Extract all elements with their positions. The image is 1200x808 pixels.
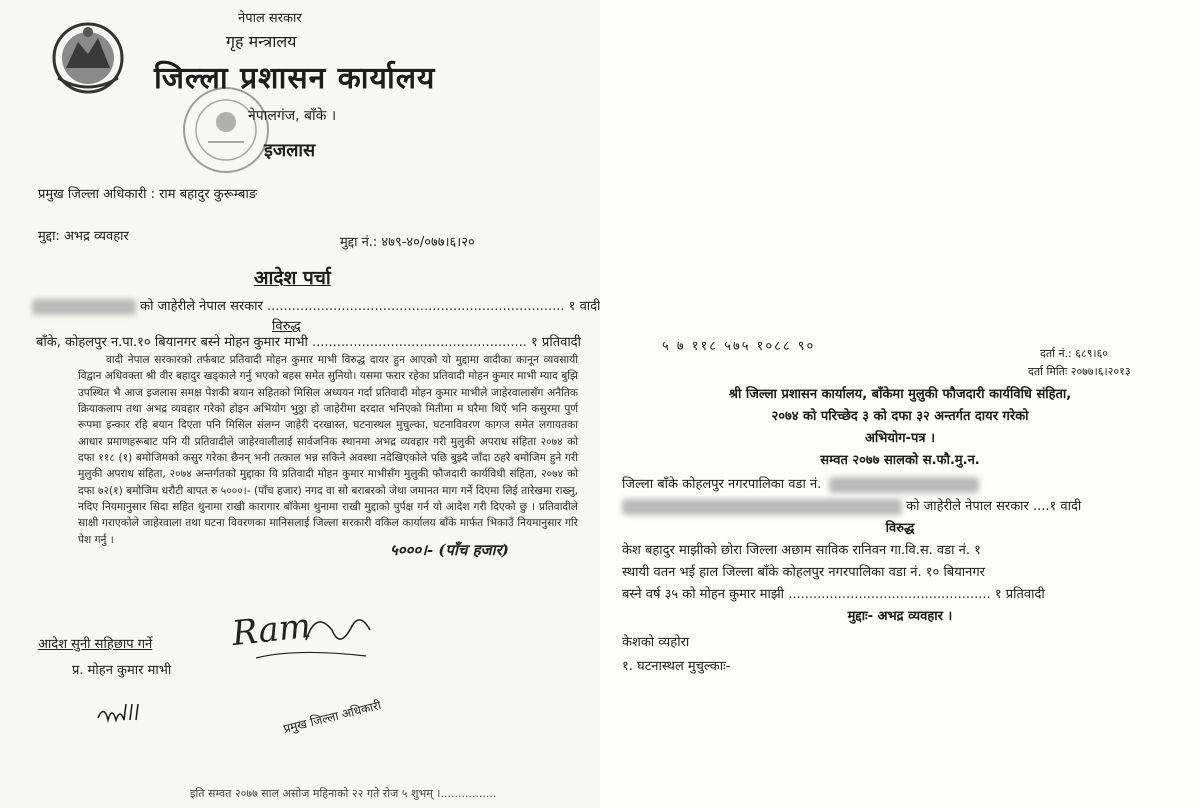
cdo-signature-scribble-icon [236, 600, 376, 670]
defendant-signature-icon [96, 700, 142, 726]
case-item-1: १. घटनास्थल मुचुल्काः- [622, 659, 731, 674]
defendant-line-2: स्थायी वतन भई हाल जिल्ला बाँके कोहलपुर नगरपालिका वडा नं. १० बियानगर [622, 565, 985, 580]
top-line: ५ ७ ११८ ५७५ १०८८ ९० [662, 339, 816, 354]
defendant-text: बस्ने वर्ष ३५ को मोहन कुमार माझी [622, 587, 785, 602]
registration-date: दर्ता मितिः २०७७।६।२०१३ [1028, 365, 1131, 378]
cdo-line: प्रमुख जिल्ला अधिकारी : राम बहादुर कुरूम्बाङ [38, 187, 258, 202]
intro-line-1: श्री जिल्ला प्रशासन कार्यालय, बाँकेमा मुलुकी फौजदारी कार्यविधि संहिता, [728, 387, 1072, 402]
registration-number: दर्ता नं.: ६८९।६० [1040, 347, 1109, 360]
district-text: जिल्ला बाँके कोहलपुर नगरपालिका वडा नं. [622, 477, 822, 492]
defendant-sign-label: प्र. मोहन कुमार माभी [72, 663, 172, 678]
case-subject: मुद्दाः- अभद्र व्यवहार । [847, 609, 953, 624]
defendant-line-3 [622, 584, 1182, 602]
defendant-role: १ प्रतिवादी [994, 587, 1045, 602]
case-subject: मुद्दा: अभद्र व्यवहार [38, 229, 129, 244]
handwritten-bail-amount: ५०००।- (पाँच हजार) [390, 541, 509, 559]
redacted-name [622, 499, 902, 515]
cdo-signature: Ram [230, 605, 313, 655]
footer-date: इति सम्वत २०७७ साल असोज महिनाको २२ गते रोज ५ शुभम् ।................ [190, 787, 497, 800]
order-body [78, 352, 578, 548]
defendant-row [36, 332, 581, 350]
redacted-name [32, 299, 136, 315]
defendant-dots: ................................................. [788, 587, 991, 602]
plaintiff-dots: ........................................................................ [267, 299, 565, 314]
versus-label: विरुद्ध [272, 319, 301, 334]
plaintiff-line [622, 496, 1081, 515]
plaintiff-role: १ वादी [568, 299, 601, 314]
plaintiff-text: को जाहेरीले नेपाल सरकार [140, 299, 263, 314]
order-body-paragraph: वादी नेपाल सरकारको तर्फबाट प्रतिवादी मोहन कुमार माभी विरुद्ध दायर हुन आएको यो मुद्दामा वादीका कानून व्यवसायी विद्वान अधिवक्ता श्री वीर बहादुर खड्काले गर्नु भएको बहस समेत सुनियो। यसमा फरार रहेका प्रतिवादी मोहन कुमार माभी म्याद बुझि उपस्थित भै आज इजलास समक्ष पेशकी बयान सहितको मिसिल अध्ययन गर्दा प्रतिवादी मोहन कुमार माभीले जाहेरवालासँग अनैतिक क्रियाकलाप तथा अभद्र व्यवहार गरेको होइन अभियोग भुठ्ठा हो जाहेरीमा दरदात भनिएको मितीमा म घरैमा थिएँ भनि कसुरमा पुर्ण रूपमा इन्कार रहि बयान दिएता पनि मिसिल संलग्न जाहेरी दरखास्त, घटनास्थल मुचुल्का, घटनाविवरण कागज समेत लगायतका आधार प्रमाणहरूबाट पनि यी प्रतिवादीले जाहेरवालीलाई सार्वजनिक स्थानमा अभद्र व्यवहार गरी मुलुकी अपराध संहिता २०७४ को दफा ११८ (१) बमोजिमको कसुर गरेका छैनन् भनी तत्काल भन्न सकिने अवस्था नदेखिएकोले पछि बुझ्दै जाँदा ठहरे बमोजिम हुने गरी मुलुकी अपराध संहिता, २०७४ अन्तर्गतको मुद्दाका यि प्रतिवादी मोहन कुमार माभीसँग मुलुकी फौजदारी कार्यविधी संहिता, २०७४ को दफा ७२(१) बमोजिम धरौटी बापत रु ५०००।- (पाँच हजार) नगद वा सो बराबरको जेथा जमानत माग गर्ने दिएमा लिई तारेखमा राख्नु, नदिए नियमानुसार सिदा सहित थुनामा राखी कारागार बाँकेमा थुनामा राखी मुद्दाको पुर्पक्ष गर्न यो आदेश गरी दिएको छु । प्रतिवादीले साक्षी गराएकोले जाहेरवाला तथा घटना विवरणका मानिसलाई जिल्ला सरकारी वकिल कार्यालय बाँके मार्फत भिकाउँ नियमानुसार गरि पेश गर्नु । [78, 354, 578, 546]
district-line [622, 474, 979, 493]
header-office: जिल्ला प्रशासन कार्यालय [154, 61, 436, 96]
signed-heading: आदेश सुनी सहिछाप गर्ने [38, 637, 153, 652]
header-ministry: गृह मन्त्रालय [226, 32, 297, 51]
header-government: नेपाल सरकार [238, 11, 302, 26]
defendant-text: बाँके, कोहलपुर न.पा.१० बियानगर बस्ने मोहन कुमार माभी [36, 335, 308, 350]
redacted-ward [829, 477, 979, 493]
case-details-heading: केशको व्यहोरा [622, 635, 690, 650]
intro-line-2: २०७४ को परिच्छेद ३ को दफा ३२ अन्तर्गत दायर गरेको [771, 409, 1029, 424]
defendant-dots: .................................................... [312, 335, 527, 350]
versus-label: विरुद्ध [885, 521, 915, 536]
plaintiff-text: को जाहेरीले नेपाल सरकार ....१ वादी [906, 499, 1082, 514]
plaintiff-row [32, 296, 601, 315]
right-document-page [600, 0, 1200, 808]
nepal-emblem-icon [48, 18, 128, 96]
defendant-line-1: केश बहादुर माझीको छोरा जिल्ला अछाम साविक रानिवन गा.वि.स. वडा नं. १ [622, 543, 981, 558]
header-court: इजलास [264, 140, 316, 161]
year-line: सम्वत २०७७ सालको स.फौ.मु.न. [820, 453, 980, 468]
header-location: नेपालगंज, बाँके । [248, 108, 337, 124]
cdo-sign-label: प्रमुख जिल्ला अधिकारी [281, 698, 383, 736]
defendant-role: १ प्रतिवादी [531, 335, 581, 350]
doc-title: अभियोग-पत्र । [864, 431, 936, 446]
case-number: मुद्दा नं.: ४७९-४०/०७७।६।२० [340, 235, 475, 250]
order-title: आदेश पर्चा [254, 267, 331, 289]
